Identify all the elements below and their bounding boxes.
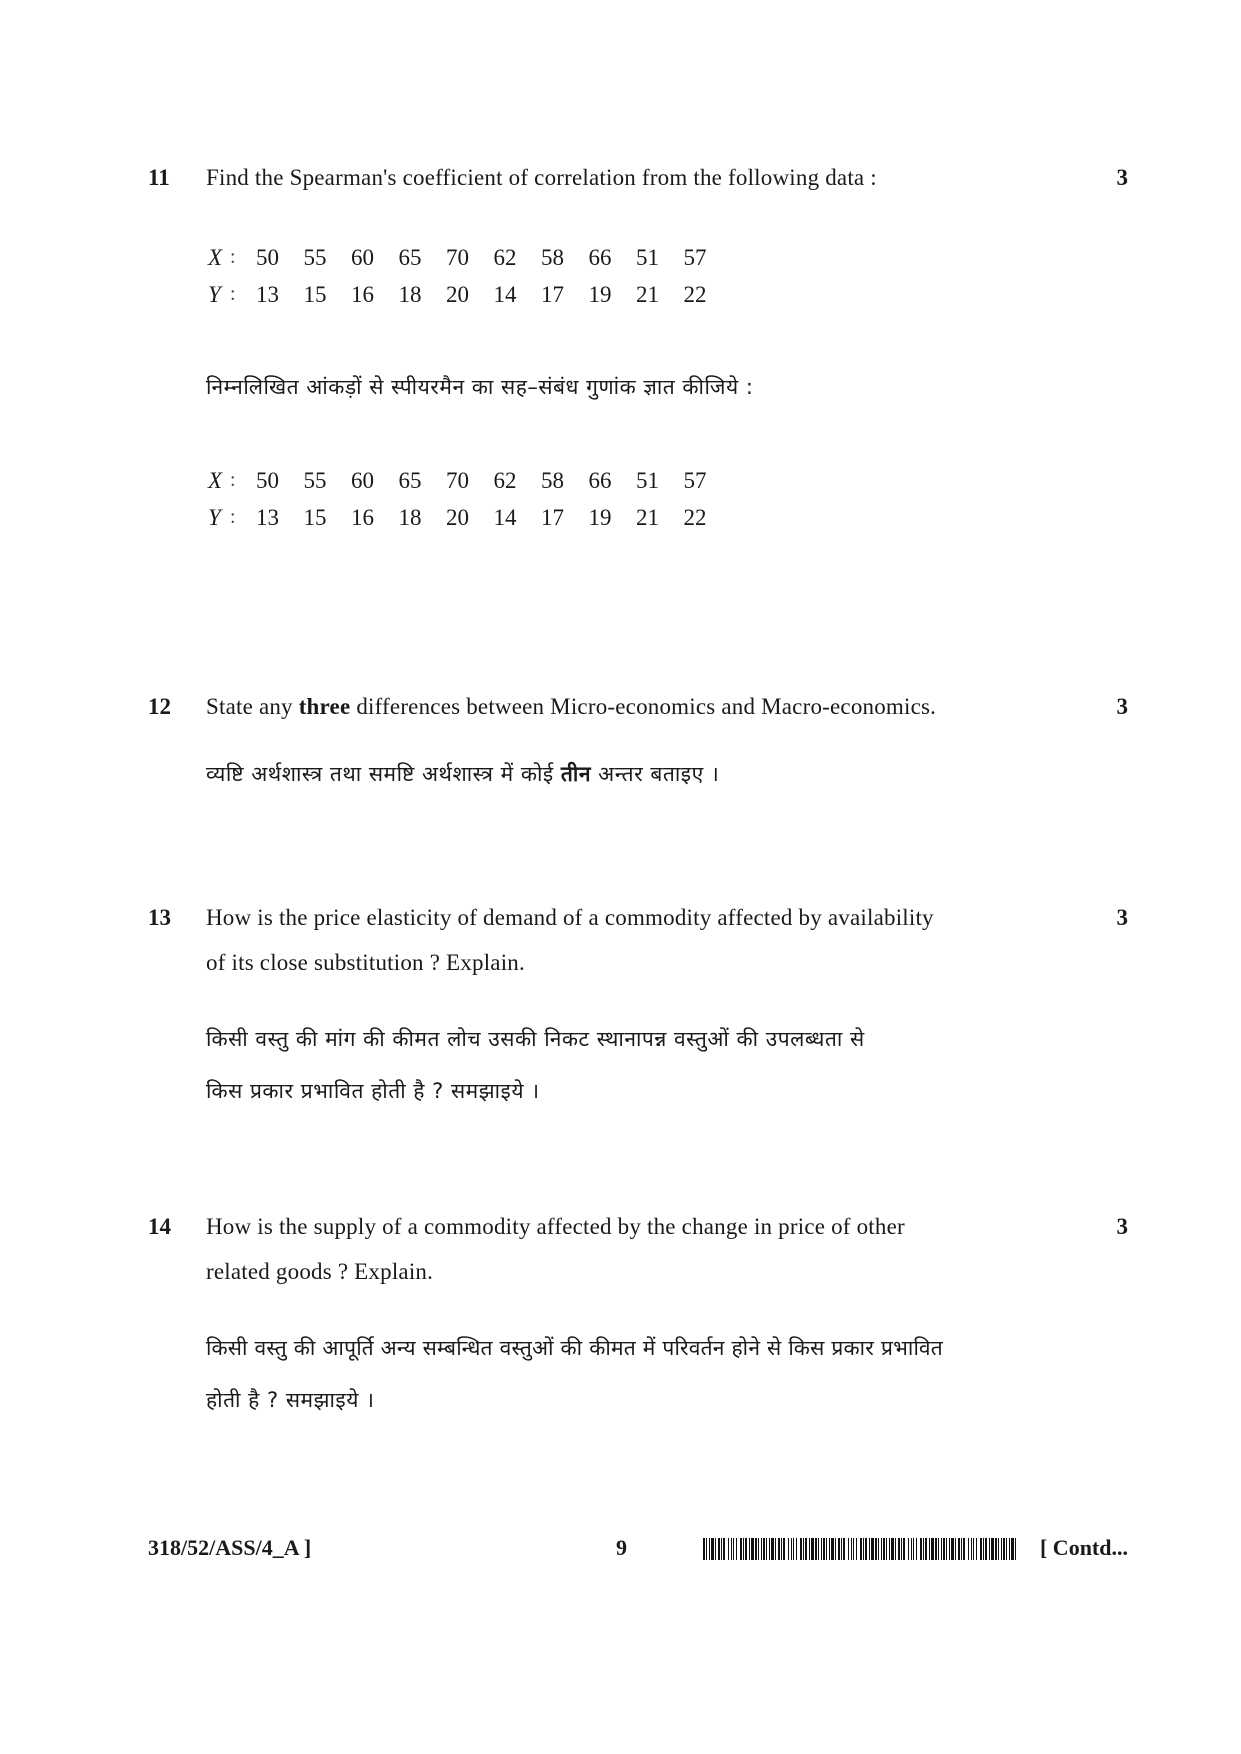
barcode-bar — [863, 1538, 864, 1560]
question-text-hindi-line-1: किसी वस्तु की आपूर्ति अन्य सम्बन्धित वस्तुओं की कीमत में परिवर्तन होने से किस प्रकार प्रभावित — [206, 1336, 943, 1360]
question-marks: 3 — [1116, 165, 1128, 190]
page-footer — [148, 1535, 1128, 1565]
barcode-bar — [740, 1538, 742, 1560]
barcode-bar — [898, 1538, 900, 1560]
barcode-bar — [989, 1538, 990, 1560]
colon: : — [230, 246, 236, 268]
barcode-bar — [949, 1538, 950, 1560]
barcode-bar — [706, 1538, 707, 1560]
barcode-bar — [963, 1538, 965, 1560]
barcode-bar — [715, 1538, 716, 1560]
x-value: 50 — [256, 467, 279, 493]
barcode-bar — [985, 1538, 987, 1560]
question-marks: 3 — [1116, 1214, 1128, 1239]
barcode-bar — [911, 1538, 912, 1560]
continued-label: [ Contd... — [1039, 1535, 1128, 1560]
barcode-bar — [889, 1538, 890, 1560]
question-number: 13 — [148, 905, 171, 930]
text-segment: व्यष्टि अर्थशास्त्र तथा समष्टि अर्थशास्त्र में कोई — [206, 762, 561, 786]
text-segment: अन्तर बताइए । — [590, 762, 720, 786]
barcode-bar — [895, 1538, 896, 1560]
barcode-bar — [763, 1538, 765, 1560]
y-value: 17 — [541, 504, 564, 530]
barcode-bar — [995, 1538, 997, 1560]
barcode-bar — [878, 1538, 879, 1560]
barcode-bar — [929, 1538, 930, 1560]
barcode-bar — [761, 1538, 762, 1560]
x-value: 60 — [351, 467, 374, 493]
barcode-bar — [749, 1538, 750, 1560]
barcode-bar — [788, 1538, 789, 1560]
barcode-bar — [1015, 1538, 1016, 1560]
barcode-bar — [923, 1538, 924, 1560]
y-value: 14 — [493, 504, 517, 530]
barcode-bar — [946, 1538, 947, 1560]
x-value: 57 — [683, 467, 707, 493]
barcode-bar — [976, 1538, 977, 1560]
x-value: 55 — [303, 244, 327, 270]
barcode-bar — [916, 1538, 917, 1560]
data-table-hindi — [208, 462, 731, 536]
barcode-bar — [856, 1538, 857, 1560]
barcode-bar — [920, 1538, 922, 1560]
question-text-english-line-1: How is the supply of a commodity affected by the change in price of other — [206, 1214, 905, 1239]
x-value: 65 — [398, 244, 422, 270]
barcode-bar — [775, 1538, 776, 1560]
y-value: 13 — [256, 281, 279, 307]
question-text-hindi-line-2: किस प्रकार प्रभावित होती है ? समझाइये । — [206, 1079, 540, 1103]
x-value: 62 — [493, 467, 517, 493]
barcode-bar — [736, 1538, 737, 1560]
y-value: 19 — [588, 281, 612, 307]
barcode-bar — [935, 1538, 937, 1560]
x-label: X — [208, 244, 223, 270]
barcode-bar — [703, 1538, 705, 1560]
x-value: 66 — [588, 467, 612, 493]
barcode-bar — [943, 1538, 945, 1560]
barcode-bar — [903, 1538, 905, 1560]
x-value: 60 — [351, 244, 374, 270]
barcode-bar — [886, 1538, 887, 1560]
barcode-bar — [818, 1538, 819, 1560]
barcode-bar — [908, 1538, 909, 1560]
x-value: 55 — [303, 467, 327, 493]
y-value: 22 — [683, 504, 707, 530]
barcode-bar — [983, 1538, 984, 1560]
question-number: 12 — [148, 694, 171, 719]
barcode-bar — [778, 1538, 780, 1560]
x-value: 66 — [588, 244, 612, 270]
barcode-bar — [769, 1538, 770, 1560]
y-value: 18 — [398, 504, 422, 530]
barcode-bar — [848, 1538, 849, 1560]
x-value: 62 — [493, 244, 517, 270]
barcode-bar — [958, 1538, 960, 1560]
y-value: 18 — [398, 281, 422, 307]
barcode-bar — [841, 1538, 842, 1560]
x-value: 50 — [256, 244, 279, 270]
page-number: 9 — [616, 1535, 627, 1560]
question-text-english-line-2: related goods ? Explain. — [206, 1259, 434, 1284]
y-value: 21 — [636, 281, 659, 307]
x-value: 58 — [541, 244, 564, 270]
data-table-english — [208, 239, 731, 313]
barcode-bar — [728, 1538, 729, 1560]
barcode-bar — [791, 1538, 792, 1560]
barcode-bar — [1006, 1538, 1007, 1560]
barcode-bar — [723, 1538, 725, 1560]
barcode-bar — [781, 1538, 782, 1560]
barcode-bar — [973, 1538, 974, 1560]
question-text-hindi — [206, 748, 1086, 800]
question-text-english — [206, 684, 1086, 729]
barcode-bar — [796, 1538, 797, 1560]
barcode-bar — [783, 1538, 785, 1560]
barcode-bar — [711, 1538, 714, 1560]
barcode-bar — [733, 1538, 734, 1560]
emphasis-text: तीन — [560, 762, 591, 786]
barcode-bar — [721, 1538, 722, 1560]
barcode-bar — [805, 1538, 807, 1560]
barcode-bar — [925, 1538, 927, 1560]
y-value: 16 — [351, 281, 374, 307]
barcode-bar — [951, 1538, 954, 1560]
barcode-bar — [961, 1538, 962, 1560]
colon: : — [230, 283, 236, 305]
barcode-bar — [771, 1538, 774, 1560]
x-value: 57 — [683, 244, 707, 270]
y-value: 15 — [303, 281, 327, 307]
barcode-bar — [815, 1538, 817, 1560]
barcode-bar — [1009, 1538, 1010, 1560]
y-value: 20 — [446, 504, 469, 530]
barcode-bar — [766, 1538, 767, 1560]
barcode-bar — [875, 1538, 877, 1560]
barcode-bar — [1003, 1538, 1005, 1560]
barcode-bar — [869, 1538, 870, 1560]
question-text-english-line-2: of its close substitution ? Explain. — [206, 950, 525, 975]
barcode-bar — [843, 1538, 845, 1560]
barcode-bar — [931, 1538, 934, 1560]
barcode-bar — [851, 1538, 852, 1560]
barcode — [703, 1538, 1016, 1560]
barcode-bar — [800, 1538, 802, 1560]
question-marks: 3 — [1116, 905, 1128, 930]
x-row — [208, 462, 731, 499]
barcode-bar — [860, 1538, 862, 1560]
barcode-bar — [823, 1538, 825, 1560]
barcode-bar — [829, 1538, 830, 1560]
barcode-bar — [809, 1538, 810, 1560]
barcode-bar — [971, 1538, 972, 1560]
barcode-bar — [745, 1538, 747, 1560]
barcode-bar — [891, 1538, 894, 1560]
question-text-english: Find the Spearman's coefficient of correlation from the following data : — [206, 165, 877, 190]
barcode-bar — [751, 1538, 754, 1560]
colon: : — [230, 506, 236, 528]
barcode-bar — [883, 1538, 885, 1560]
barcode-bar — [1011, 1538, 1014, 1560]
y-row — [208, 499, 731, 536]
y-row — [208, 276, 731, 313]
text-segment: State any — [206, 694, 299, 719]
barcode-bar — [835, 1538, 836, 1560]
barcode-bar — [743, 1538, 744, 1560]
barcode-bar — [901, 1538, 902, 1560]
y-value: 13 — [256, 504, 279, 530]
y-value: 22 — [683, 281, 707, 307]
barcode-bar — [831, 1538, 834, 1560]
barcode-bar — [938, 1538, 939, 1560]
y-value: 19 — [588, 504, 612, 530]
x-value: 51 — [636, 467, 659, 493]
barcode-bar — [821, 1538, 822, 1560]
barcode-bar — [811, 1538, 814, 1560]
barcode-bar — [871, 1538, 874, 1560]
barcode-bar — [755, 1538, 757, 1560]
question-text-english-line-1: How is the price elasticity of demand of a commodity affected by availability — [206, 905, 934, 930]
question-text-hindi-line-2: होती है ? समझाइये । — [206, 1388, 375, 1412]
barcode-bar — [865, 1538, 867, 1560]
y-value: 17 — [541, 281, 564, 307]
question-text-hindi: निम्नलिखित आंकड़ों से स्पीयरमैन का सह–संबंध गुणांक ज्ञात कीजिये : — [206, 375, 754, 399]
barcode-bar — [881, 1538, 882, 1560]
x-row — [208, 239, 731, 276]
barcode-bar — [803, 1538, 804, 1560]
barcode-bar — [998, 1538, 999, 1560]
barcode-bar — [758, 1538, 759, 1560]
y-value: 15 — [303, 504, 327, 530]
barcode-bar — [826, 1538, 827, 1560]
barcode-bar — [991, 1538, 994, 1560]
x-value: 58 — [541, 467, 564, 493]
question-text-hindi-line-1: किसी वस्तु की मांग की कीमत लोच उसकी निकट स्थानापन्न वस्तुओं की उपलब्धता से — [206, 1027, 865, 1051]
question-marks: 3 — [1116, 694, 1128, 719]
y-value: 20 — [446, 281, 469, 307]
question-number: 14 — [148, 1214, 171, 1239]
y-value: 16 — [351, 504, 374, 530]
barcode-bar — [980, 1538, 982, 1560]
text-segment: differences between Micro-economics and Macro-economics. — [350, 694, 937, 719]
barcode-bar — [968, 1538, 969, 1560]
emphasis-text: three — [298, 694, 351, 719]
barcode-bar — [838, 1538, 840, 1560]
x-value: 65 — [398, 467, 422, 493]
y-value: 14 — [493, 281, 517, 307]
barcode-bar — [709, 1538, 710, 1560]
colon: : — [230, 469, 236, 491]
y-label: Y — [208, 504, 221, 530]
barcode-bar — [913, 1538, 914, 1560]
barcode-bar — [941, 1538, 942, 1560]
barcode-bar — [731, 1538, 732, 1560]
x-value: 70 — [446, 467, 469, 493]
paper-code: 318/52/ASS/4_A ] — [148, 1535, 312, 1560]
x-value: 51 — [636, 244, 659, 270]
barcode-bar — [955, 1538, 956, 1560]
y-label: Y — [208, 281, 221, 307]
barcode-bar — [1001, 1538, 1002, 1560]
question-number: 11 — [148, 165, 170, 190]
x-label: X — [208, 467, 223, 493]
barcode-bar — [718, 1538, 720, 1560]
y-value: 21 — [636, 504, 659, 530]
x-value: 70 — [446, 244, 469, 270]
barcode-bar — [793, 1538, 794, 1560]
barcode-bar — [853, 1538, 854, 1560]
